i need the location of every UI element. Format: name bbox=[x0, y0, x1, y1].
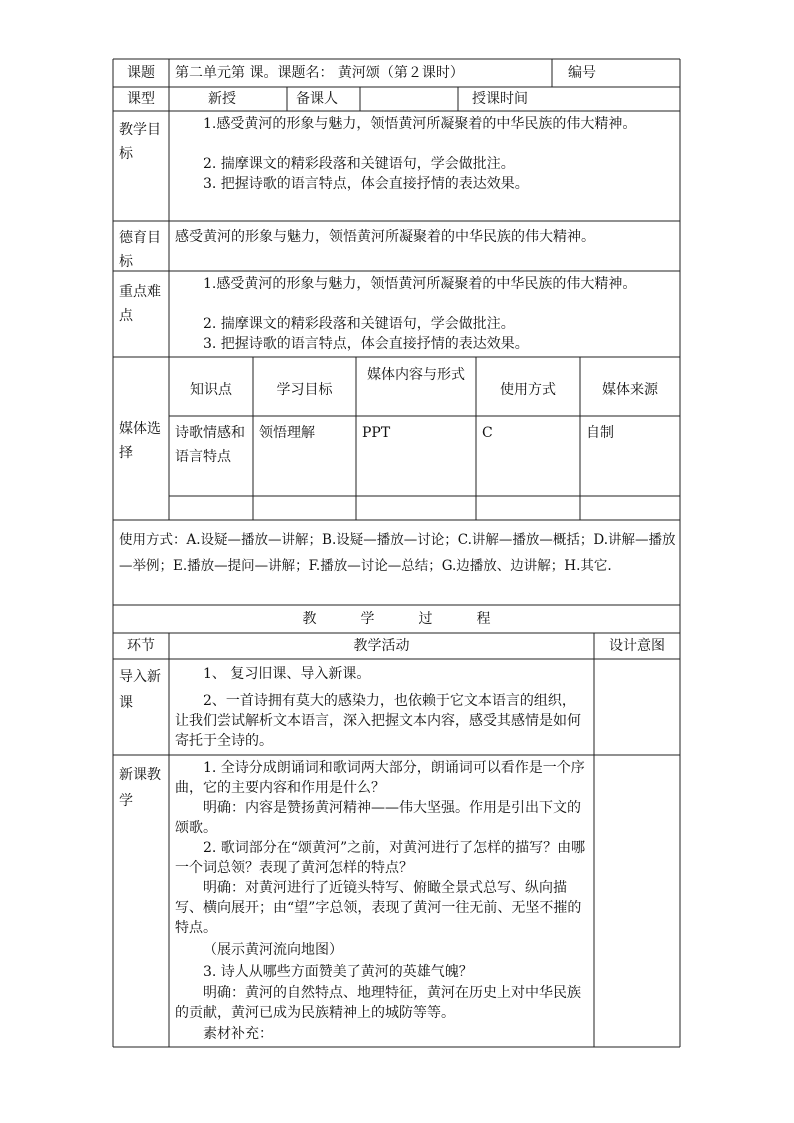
topic-value: 第二单元第 课。课题名： 黄河颂（第２课时） bbox=[175, 65, 464, 81]
media-cell-usage: C bbox=[482, 425, 493, 441]
usage-note: 使用方式：A.设疑—播放—讲解；B.设疑—播放—讨论；C.讲解—播放—概括；D.讲解—播放—举例；E.播放—提问—讲解；F.播放—讨论—总结；G.边播放、边讲解；H.其它. bbox=[119, 532, 676, 574]
keypoint-item-1: 1.感受黄河的形象与魅力，领悟黄河所凝聚着的中华民族的伟大精神。 bbox=[203, 276, 637, 292]
new-para-2: 明确：内容是赞扬黄河精神——伟大坚强。作用是引出下文的颂歌。 bbox=[175, 800, 581, 836]
moral-text: 感受黄河的形象与魅力，领悟黄河所凝聚着的中华民族的伟大精神。 bbox=[175, 229, 595, 245]
media-cell-goal: 领悟理解 bbox=[259, 425, 315, 441]
keypoint-item-2: 2. 揣摩课文的精彩段落和关键语句，学会做批注。 bbox=[203, 316, 515, 332]
intro-label: 导入新课 bbox=[119, 669, 161, 711]
media-header-content: 媒体内容与形式 bbox=[367, 367, 465, 383]
keypoints-label: 重点难点 bbox=[119, 284, 161, 324]
col-intent: 设计意图 bbox=[609, 638, 665, 654]
time-label: 授课时间 bbox=[472, 91, 528, 107]
new-para-5: （展示黄河流向地图） bbox=[203, 942, 343, 958]
intro-para-2: 2、一首诗拥有莫大的感染力，也依赖于它文本语言的组织，让我们尝试解析文本语言，深入把握文本内容，感受其感情是如何寄托于全诗的。 bbox=[175, 693, 581, 749]
new-para-6: 3. 诗人从哪些方面赞美了黄河的英雄气魄？ bbox=[203, 964, 473, 980]
media-label: 媒体选择 bbox=[119, 421, 161, 461]
media-cell-knowledge: 诗歌情感和语言特点 bbox=[175, 425, 245, 465]
new-label: 新课教学 bbox=[119, 767, 161, 809]
goals-label: 教学目标 bbox=[119, 122, 161, 162]
intro-para-1: 1、 复习旧课、导入新课。 bbox=[203, 666, 371, 682]
type-value: 新授 bbox=[208, 91, 236, 107]
type-label: 课型 bbox=[127, 91, 155, 107]
new-para-4: 明确：对黄河进行了近镜头特写、俯瞰全景式总写、纵向描写、横向展开；由“望”字总领，表现了黄河一往无前、无坚不摧的特点。 bbox=[175, 880, 582, 936]
goal-item-1: 1.感受黄河的形象与魅力，领悟黄河所凝聚着的中华民族的伟大精神。 bbox=[203, 116, 637, 132]
new-para-1: 1. 全诗分成朗诵词和歌词两大部分，朗诵词可以看作是一个序曲，它的主要内容和作用是什么？ bbox=[175, 760, 585, 796]
topic-label: 课题 bbox=[127, 65, 155, 81]
col-activity: 教学活动 bbox=[353, 638, 410, 654]
goal-item-3: 3. 把握诗歌的语言特点，体会直接抒情的表达效果。 bbox=[203, 176, 529, 192]
number-label: 编号 bbox=[568, 65, 596, 81]
keypoint-item-3: 3. 把握诗歌的语言特点，体会直接抒情的表达效果。 bbox=[203, 336, 529, 352]
new-para-3: 2. 歌词部分在“颂黄河”之前，对黄河进行了怎样的描写？由哪一个词总领？表现了黄河怎样的特点？ bbox=[175, 840, 586, 876]
moral-label: 德育目标 bbox=[119, 230, 161, 270]
media-header-usage: 使用方式 bbox=[500, 382, 556, 398]
new-para-8: 素材补充： bbox=[203, 1026, 273, 1042]
preparer-label: 备课人 bbox=[296, 91, 338, 107]
goal-item-2: 2. 揣摩课文的精彩段落和关键语句，学会做批注。 bbox=[203, 156, 515, 172]
col-stage: 环节 bbox=[127, 638, 155, 654]
media-cell-content: PPT bbox=[362, 425, 391, 441]
process-title: 教学过程 bbox=[302, 611, 535, 627]
media-cell-source: 自制 bbox=[586, 425, 614, 441]
media-header-goal: 学习目标 bbox=[276, 382, 333, 398]
new-para-7: 明确：黄河的自然特点、地理特征，黄河在历史上对中华民族的贡献，黄河已成为民族精神上的城防等等。 bbox=[175, 985, 581, 1021]
media-header-knowledge: 知识点 bbox=[190, 382, 232, 398]
media-header-source: 媒体来源 bbox=[602, 382, 658, 398]
